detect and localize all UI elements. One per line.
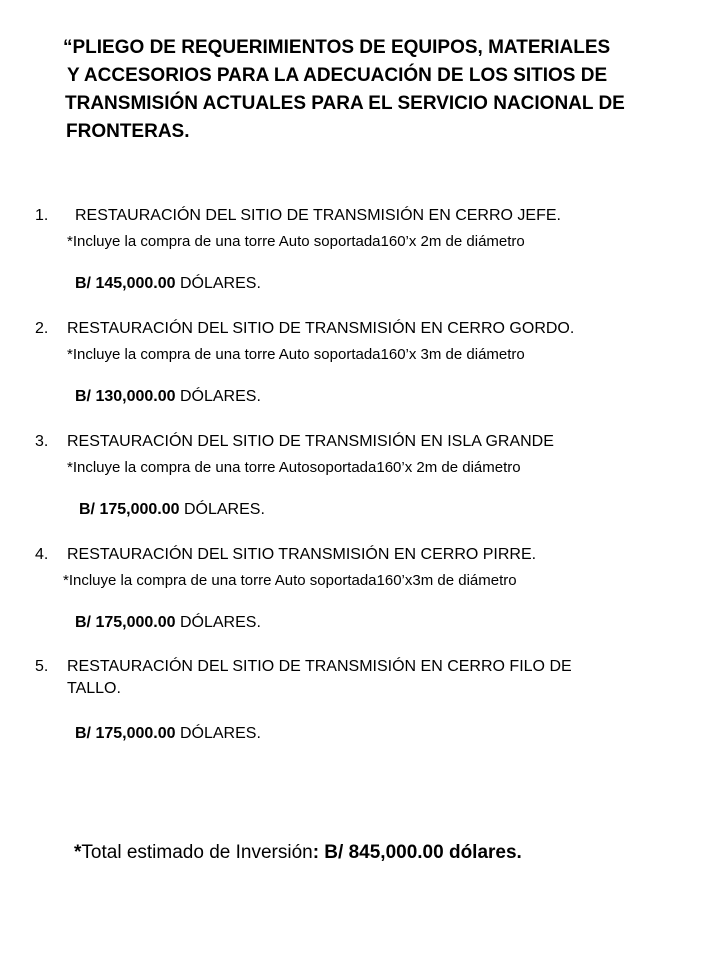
item-note: *Incluye la compra de una torre Auto soportada160’x3m de diámetro [63,572,517,589]
item-amount: B/ 130,000.00 [75,388,176,405]
item-note: *Incluye la compra de una torre Autosoportada160’x 2m de diámetro [67,459,521,476]
total-star: * [74,842,82,863]
item-heading-continued: TALLO. [67,680,121,697]
title-line-4: FRONTERAS. [66,121,190,142]
item-number: 3. [35,433,49,450]
title-line-2: Y ACCESORIOS PARA LA ADECUACIÓN DE LOS SITIOS DE [67,65,608,86]
item-currency: DÓLARES. [179,388,261,405]
item-amount: B/ 175,000.00 [75,725,176,742]
title-line-3: TRANSMISIÓN ACTUALES PARA EL SERVICIO NACIONAL DE [65,93,625,114]
item-currency: DÓLARES. [179,614,261,631]
item-note: *Incluye la compra de una torre Auto soportada160’x 3m de diámetro [67,346,525,363]
item-amount-line [79,500,265,520]
item-currency: DÓLARES. [179,275,261,292]
total-investment [74,841,522,865]
document-title [63,34,703,146]
item-currency: DÓLARES. [179,725,261,742]
item-currency: DÓLARES. [183,501,265,518]
item-heading: RESTAURACIÓN DEL SITIO DE TRANSMISIÓN EN CERRO JEFE. [75,207,561,224]
item-number: 1. [35,207,49,224]
item-number: 2. [35,320,49,337]
item-number: 5. [35,658,49,675]
item-heading: RESTAURACIÓN DEL SITIO DE TRANSMISIÓN EN ISLA GRANDE [67,433,554,450]
item-amount: B/ 175,000.00 [79,501,180,518]
item-amount: B/ 175,000.00 [75,614,176,631]
item-heading: RESTAURACIÓN DEL SITIO DE TRANSMISIÓN EN CERRO FILO DE [67,658,572,675]
item-heading: RESTAURACIÓN DEL SITIO TRANSMISIÓN EN CERRO PIRRE. [67,546,537,563]
item-amount-line [75,274,261,294]
total-value: : B/ 845,000.00 dólares. [312,842,522,863]
item-amount-line [75,387,261,407]
item-heading: RESTAURACIÓN DEL SITIO DE TRANSMISIÓN EN CERRO GORDO. [67,320,575,337]
item-amount: B/ 145,000.00 [75,275,176,292]
total-label: Total estimado de Inversión [81,842,313,863]
title-line-1: “PLIEGO DE REQUERIMIENTOS DE EQUIPOS, MATERIALES [63,37,611,58]
item-amount-line [75,613,261,633]
item-number: 4. [35,546,49,563]
item-amount-line [75,724,261,744]
item-note: *Incluye la compra de una torre Auto soportada160’x 2m de diámetro [67,233,525,250]
